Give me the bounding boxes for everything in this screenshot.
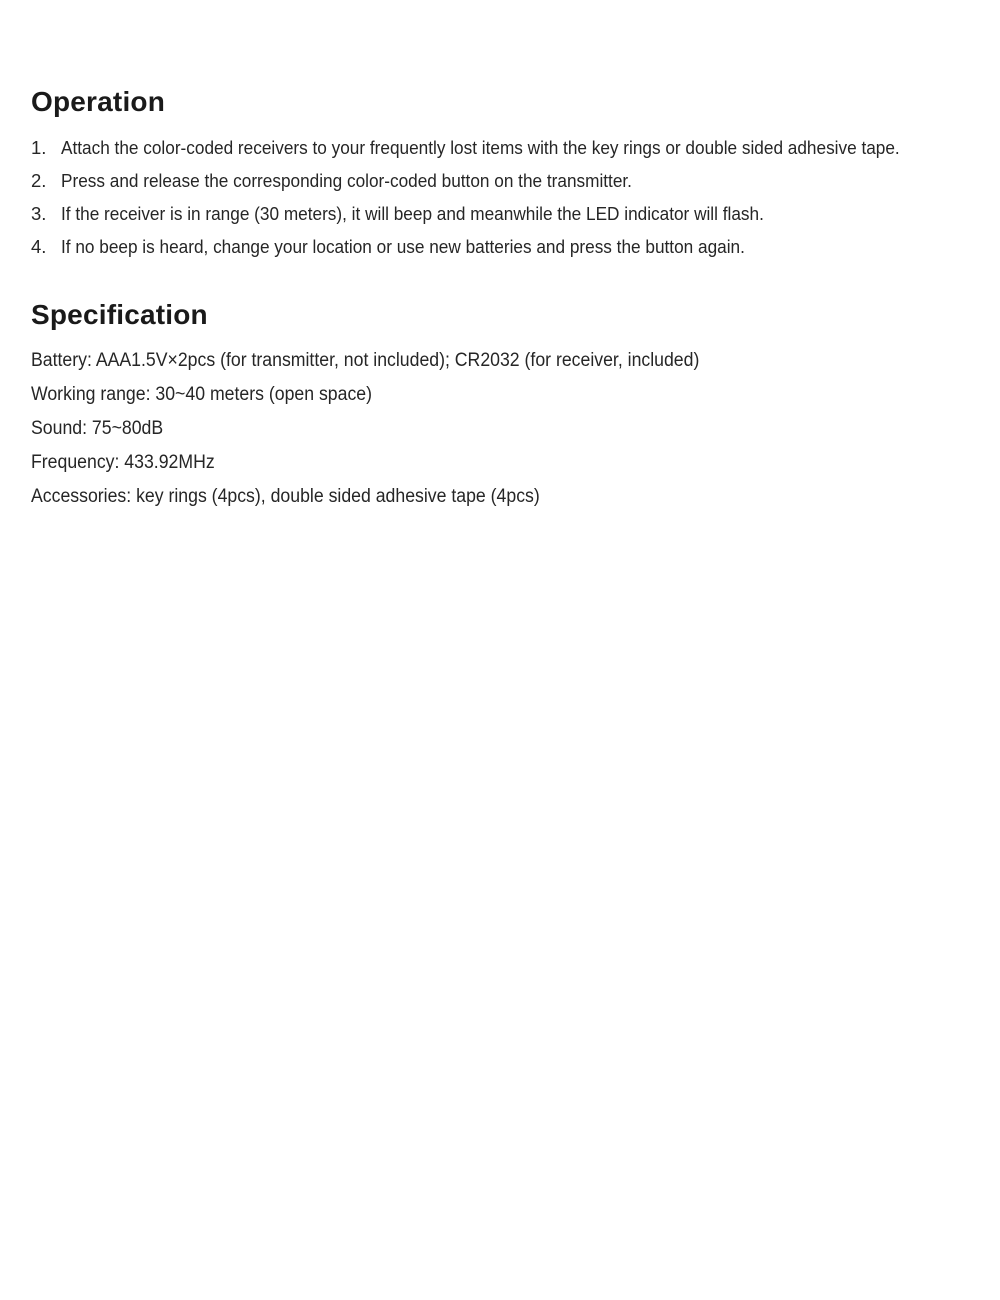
operation-step-3: [31, 197, 963, 230]
step-text: If no beep is heard, change your location or use new batteries and press the button again.: [61, 236, 745, 257]
spec-sound-text: Sound: 75~80dB: [31, 418, 164, 439]
spec-accessories: [31, 480, 750, 514]
step-text: Press and release the corresponding color-coded button on the transmitter.: [61, 170, 632, 191]
operation-step-1: [31, 131, 963, 164]
spec-accessories-text: Accessories: key rings (4pcs), double sided adhesive tape (4pcs): [31, 486, 540, 507]
step-number: 4.: [31, 236, 47, 257]
operation-steps-list: [31, 131, 963, 263]
specification-list: [31, 344, 750, 514]
operation-step-4: [31, 230, 963, 263]
spec-sound: [31, 412, 750, 446]
step-text: Attach the color-coded receivers to your frequently lost items with the key rings or double sided adhesive tape.: [61, 137, 900, 158]
step-text: If the receiver is in range (30 meters), it will beep and meanwhile the LED indicator will flash.: [61, 203, 764, 224]
step-number: 2.: [31, 170, 47, 191]
spec-working-range-text: Working range: 30~40 meters (open space): [31, 384, 373, 405]
step-number: 1.: [31, 137, 47, 158]
spec-frequency-text: Frequency: 433.92MHz: [31, 452, 215, 473]
operation-step-2: [31, 164, 963, 197]
spec-frequency: [31, 446, 750, 480]
specification-heading: Specification: [31, 299, 208, 330]
spec-working-range: [31, 378, 750, 412]
spec-battery: [31, 344, 750, 378]
step-number: 3.: [31, 203, 47, 224]
spec-battery-text: Battery: AAA1.5V×2pcs (for transmitter, not included); CR2032 (for receiver, included): [31, 350, 700, 371]
operation-heading: Operation: [31, 86, 166, 117]
